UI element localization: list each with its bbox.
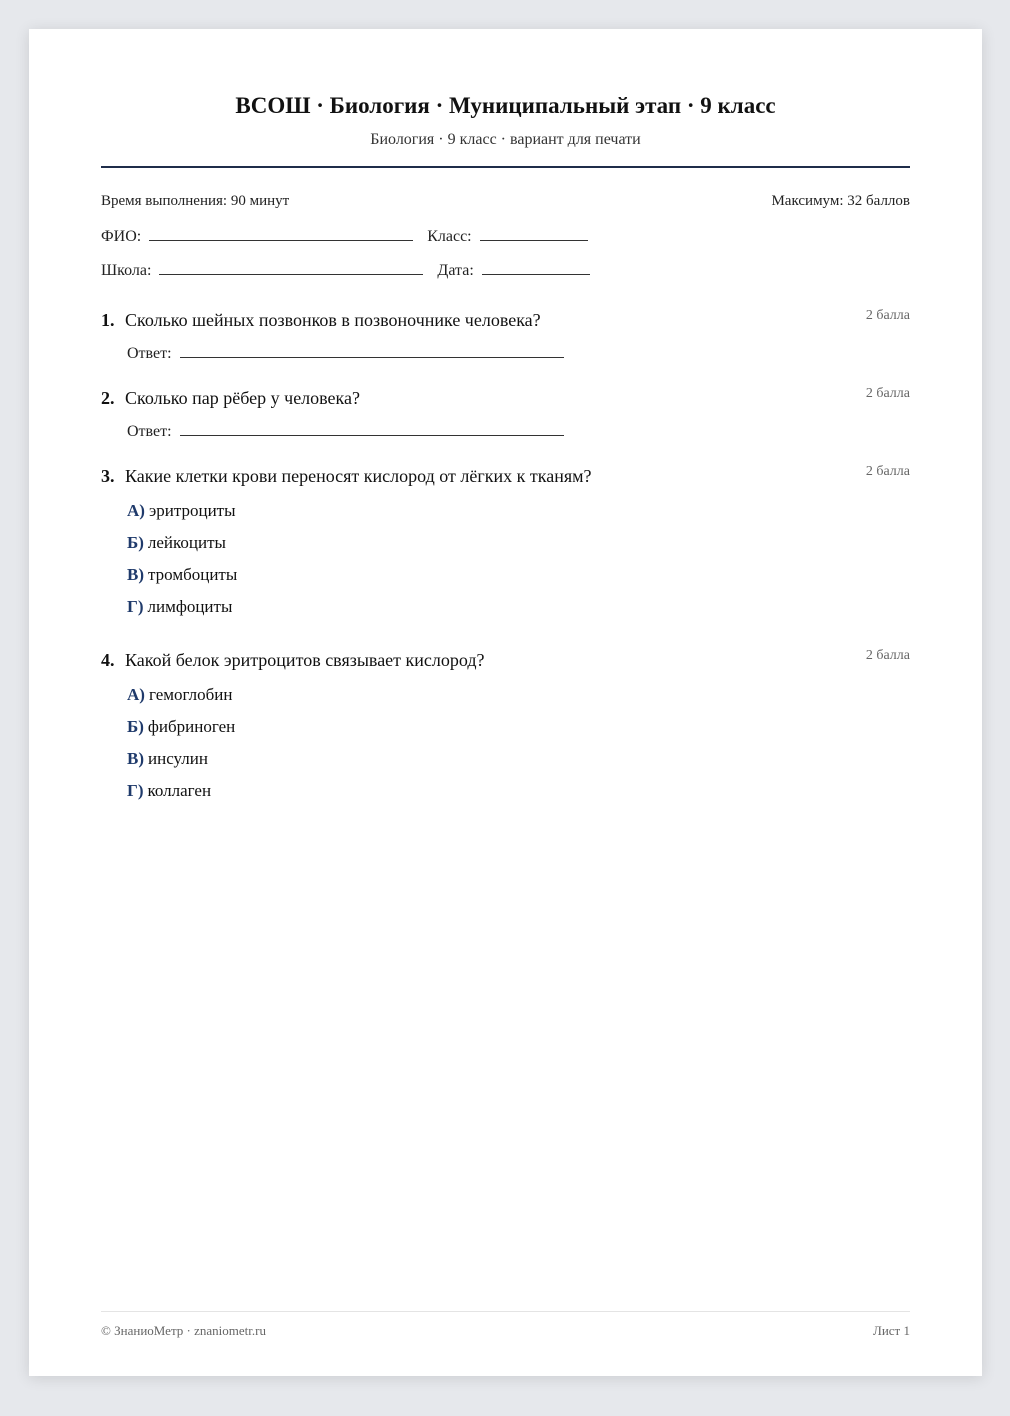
question-header: [101, 388, 910, 409]
name-blank[interactable]: [149, 226, 413, 241]
option-b[interactable]: [127, 711, 910, 743]
option-a[interactable]: [127, 679, 910, 711]
option-v[interactable]: [127, 743, 910, 775]
footer-divider: [101, 1311, 910, 1312]
header-divider: [101, 166, 910, 168]
date-label: Дата:: [437, 262, 474, 279]
page-subtitle: Биология · 9 класс · вариант для печати: [370, 131, 641, 148]
question-header: [101, 310, 910, 331]
page-content: [101, 29, 910, 1376]
option-list: [127, 495, 910, 623]
footer-copyright: © ЗнаниоМетр · znaniometr.ru: [101, 1323, 266, 1338]
class-blank[interactable]: [480, 226, 588, 241]
option-letter: А): [127, 501, 145, 520]
option-text: эритроциты: [148, 501, 236, 520]
max-score: Максимум: 32 баллов: [771, 193, 910, 209]
answer-label: Ответ:: [127, 423, 172, 440]
school-label: Школа:: [101, 262, 152, 279]
question-points: 2 балла: [865, 386, 910, 401]
option-letter: Б): [127, 533, 144, 552]
question-number: 4.: [101, 650, 115, 670]
page-title: ВСОШ · Биология · Муниципальный этап · 9 класс: [235, 93, 776, 118]
question-number: 2.: [101, 388, 115, 408]
question-text: Какие клетки крови переносят кислород от лёгких к тканям?: [125, 466, 592, 486]
field-row-name: [101, 226, 588, 246]
field-row-school: [101, 260, 590, 280]
option-text: коллаген: [147, 781, 212, 800]
time-limit: Время выполнения: 90 минут: [101, 193, 290, 209]
option-a[interactable]: [127, 495, 910, 527]
question-text: Какой белок эритроцитов связывает кислород?: [125, 650, 485, 670]
name-label: ФИО:: [101, 228, 142, 245]
question-number: 1.: [101, 310, 115, 330]
option-v[interactable]: [127, 559, 910, 591]
question-text: Сколько пар рёбер у человека?: [125, 388, 361, 408]
option-g[interactable]: [127, 591, 910, 623]
question-1: [101, 310, 910, 363]
option-letter: В): [127, 749, 144, 768]
meta-row: [101, 193, 910, 210]
question-2: [101, 388, 910, 441]
option-text: инсулин: [148, 749, 208, 768]
option-letter: В): [127, 565, 144, 584]
question-points: 2 балла: [865, 464, 910, 479]
option-letter: А): [127, 685, 145, 704]
answer-label: Ответ:: [127, 345, 172, 362]
option-letter: Г): [127, 597, 144, 616]
class-label: Класс:: [427, 228, 472, 245]
question-points: 2 балла: [865, 308, 910, 323]
option-g[interactable]: [127, 775, 910, 807]
question-header: [101, 466, 910, 487]
question-text: Сколько шейных позвонков в позвоночнике человека?: [125, 310, 541, 330]
option-letter: Г): [127, 781, 144, 800]
option-b[interactable]: [127, 527, 910, 559]
question-number: 3.: [101, 466, 115, 486]
page-footer: [101, 1323, 910, 1339]
question-points: 2 балла: [865, 648, 910, 663]
option-text: гемоглобин: [148, 685, 233, 704]
page-number: Лист 1: [873, 1323, 910, 1338]
date-blank[interactable]: [482, 260, 590, 275]
option-text: лимфоциты: [147, 597, 233, 616]
school-blank[interactable]: [159, 260, 423, 275]
question-3: [101, 466, 910, 623]
question-header: [101, 650, 910, 671]
worksheet-page: [29, 29, 982, 1376]
option-text: лейкоциты: [147, 533, 226, 552]
answer-line: [127, 421, 910, 441]
option-list: [127, 679, 910, 807]
answer-blank[interactable]: [180, 421, 564, 436]
question-4: [101, 650, 910, 807]
option-text: тромбоциты: [148, 565, 238, 584]
answer-blank[interactable]: [180, 343, 564, 358]
option-letter: Б): [127, 717, 144, 736]
option-text: фибриноген: [147, 717, 236, 736]
answer-line: [127, 343, 910, 363]
